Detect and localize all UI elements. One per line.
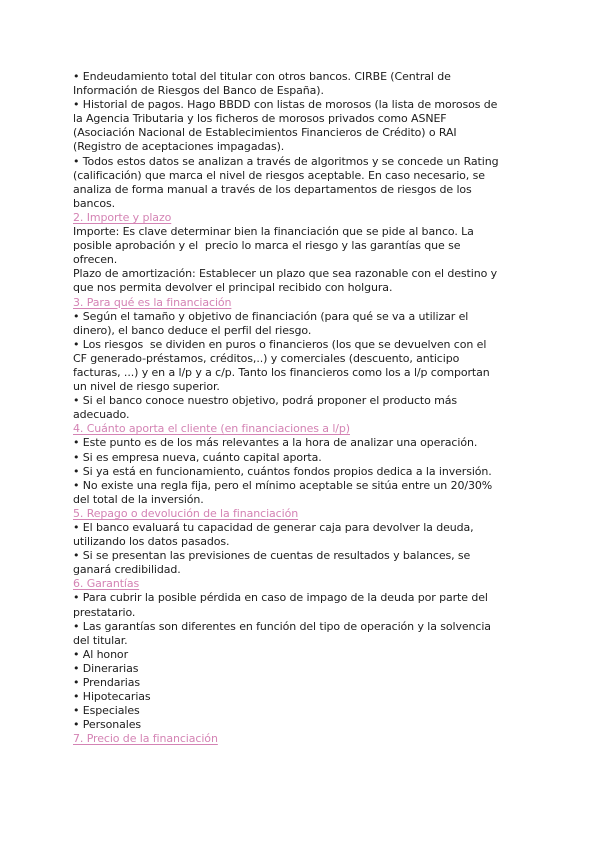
text-line: • Si el banco conoce nuestro objetivo, podrá proponer el producto más	[73, 394, 458, 408]
text-line: (Asociación Nacional de Establecimientos Financieros de Crédito) o RAI	[73, 126, 457, 140]
document-page	[73, 70, 533, 747]
text-line: • Dinerarias	[73, 661, 139, 675]
text-line: • Todos estos datos se analizan a través de algoritmos y se concede un Rating	[73, 154, 499, 168]
text-line: • Este punto es de los más relevantes a la hora de analizar una operación.	[73, 436, 478, 450]
text-line: • Si ya está en funcionamiento, cuántos fondos propios dedica a la inversión.	[73, 464, 492, 478]
section-heading: 2. Importe y plazo	[73, 210, 172, 224]
text-line: Plazo de amortización: Establecer un plazo que sea razonable con el destino y	[73, 267, 498, 281]
text-line: facturas, ...) y en a l/p y a c/p. Tanto los financieros como los a l/p comportan	[73, 365, 490, 379]
section-heading: 4. Cuánto aporta el cliente (en financiaciones a l/p)	[73, 422, 350, 436]
section-heading: 5. Repago o devolución de la financiación	[73, 506, 299, 520]
text-line: ofrecen.	[73, 253, 118, 267]
text-line: CF generado-préstamos, créditos,..) y comerciales (descuento, anticipo	[73, 351, 460, 365]
text-line: • Según el tamaño y objetivo de financiación (para qué se va a utilizar el	[73, 309, 469, 323]
text-line: la Agencia Tributaria y los ficheros de morosos privados como ASNEF	[73, 112, 447, 126]
text-line: (Registro de aceptaciones impagadas).	[73, 140, 285, 154]
text-line: • Endeudamiento total del titular con otros bancos. CIRBE (Central de	[73, 70, 451, 83]
text-line: • No existe una regla fija, pero el mínimo aceptable se sitúa entre un 20/30%	[73, 478, 493, 492]
text-line: • Para cubrir la posible pérdida en caso de impago de la deuda por parte del	[73, 591, 488, 605]
text-line: • Hipotecarias	[73, 690, 151, 704]
text-line: • Los riesgos se dividen en puros o financieros (los que se devuelven con el	[73, 337, 487, 351]
text-line: Importe: Es clave determinar bien la financiación que se pide al banco. La	[73, 225, 474, 239]
text-line: del titular.	[73, 633, 128, 647]
text-line: • Si se presentan las previsiones de cuentas de resultados y balances, se	[73, 549, 471, 563]
text-line: que nos permita devolver el principal recibido con holgura.	[73, 281, 393, 295]
text-line: (calificación) que marca el nivel de riesgos aceptable. En caso necesario, se	[73, 168, 485, 182]
section-heading: 7. Precio de la financiación	[73, 732, 218, 746]
text-line: • Personales	[73, 718, 142, 732]
text-line: un nivel de riesgo superior.	[73, 380, 220, 394]
text-line: • Al honor	[73, 647, 128, 661]
text-line: • Historial de pagos. Hago BBDD con listas de morosos (la lista de morosos de	[73, 98, 498, 112]
text-line: posible aprobación y el precio lo marca el riesgo y las garantías que se	[73, 239, 461, 253]
text-line: • Especiales	[73, 704, 140, 718]
text-line: • Las garantías son diferentes en función del tipo de operación y la solvencia	[73, 619, 491, 633]
text-line: bancos.	[73, 196, 116, 210]
text-line: • Si es empresa nueva, cuánto capital aporta.	[73, 450, 322, 464]
text-line: utilizando los datos pasados.	[73, 535, 230, 549]
text-line: Información de Riesgos del Banco de España).	[73, 84, 324, 98]
section-heading: 6. Garantías	[73, 577, 140, 591]
text-line: ganará credibilidad.	[73, 563, 181, 577]
text-line: analiza de forma manual a través de los departamentos de riesgos de los	[73, 182, 472, 196]
section-heading: 3. Para qué es la financiación	[73, 295, 232, 309]
text-line: • Prendarias	[73, 676, 141, 690]
text-line: prestatario.	[73, 605, 136, 619]
text-line: • El banco evaluará tu capacidad de generar caja para devolver la deuda,	[73, 521, 474, 534]
text-line: del total de la inversión.	[73, 492, 204, 506]
text-line: adecuado.	[73, 408, 130, 422]
text-line: dinero), el banco deduce el perfil del riesgo.	[73, 323, 312, 337]
